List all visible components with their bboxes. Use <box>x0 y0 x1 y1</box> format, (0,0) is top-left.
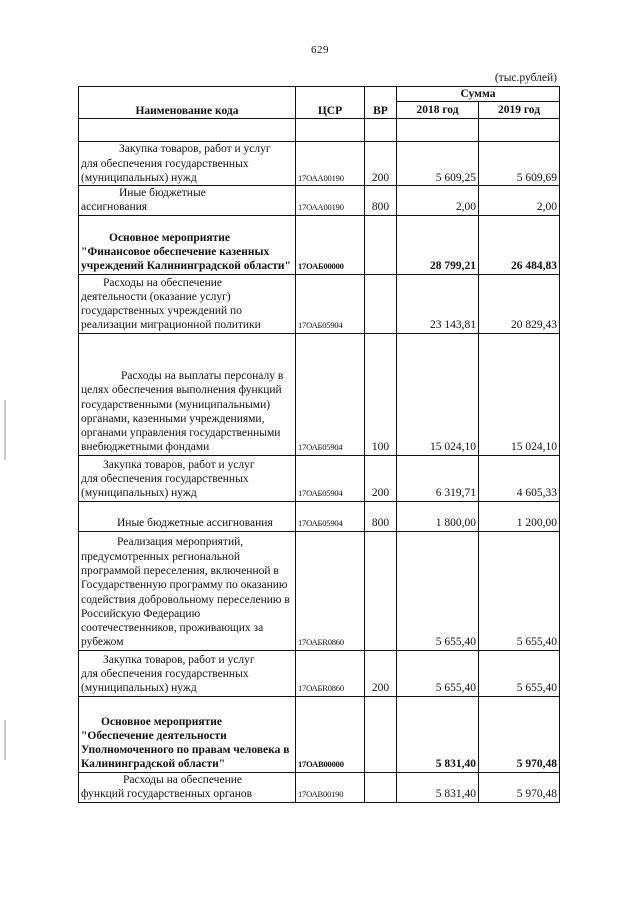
page-number: 629 <box>311 44 329 56</box>
row-2018: 1 800,00 <box>397 501 479 531</box>
row-csr: 17ОАБR0860 <box>296 531 365 650</box>
row-vr: 200 <box>365 142 397 186</box>
row-2018: 23 143,81 <box>397 274 479 333</box>
row-2019: 1 200,00 <box>479 501 560 531</box>
row-name <box>79 142 296 186</box>
row-name-rest: "Обеспечение деятельности Уполномоченного по правам человека в Калининградской области" <box>81 729 290 771</box>
table-row <box>79 142 560 186</box>
table-row <box>79 455 560 501</box>
row-2018: 15 024,10 <box>397 333 479 455</box>
row-name-lead: Расходы на выплаты персоналу в <box>121 370 284 382</box>
scan-edge-mark <box>4 400 6 460</box>
row-name-lead: Расходы на обеспечение <box>123 774 242 787</box>
row-2019: 5 970,48 <box>479 696 560 772</box>
row-name <box>79 333 296 455</box>
table-row <box>79 186 560 216</box>
row-vr <box>365 215 397 274</box>
row-name-rest: деятельности (оказание услуг) государственных учреждений по реализации миграционной политики <box>81 290 261 332</box>
budget-table <box>78 86 560 803</box>
row-2019: 2,00 <box>479 186 560 216</box>
row-2019: 26 484,83 <box>479 215 560 274</box>
row-2019: 5 609,69 <box>479 142 560 186</box>
table-row <box>79 772 560 802</box>
row-name <box>79 531 296 650</box>
header-row-top <box>79 87 560 102</box>
row-vr: 200 <box>365 650 397 696</box>
row-csr: 17ОАБ05904 <box>296 501 365 531</box>
row-2019: 4 605,33 <box>479 455 560 501</box>
row-2019: 5 655,40 <box>479 650 560 696</box>
header-vr: ВР <box>365 87 397 119</box>
row-csr: 17ОАБ05904 <box>296 274 365 333</box>
header-sum: Сумма <box>397 87 560 102</box>
row-csr: 17ОАБ00000 <box>296 215 365 274</box>
row-name-rest: целях обеспечения выполнения функций государственными (муниципальными) органами, казенными учреждениями, органами управления государственными внебюджетными фондами <box>81 384 282 454</box>
table-row <box>79 650 560 696</box>
row-name-rest: для обеспечения государственных (муниципальных) нужд <box>81 473 249 500</box>
row-csr: 17ОАБR0860 <box>296 650 365 696</box>
row-csr: 17ОАВ00190 <box>296 772 365 802</box>
row-name <box>79 186 296 216</box>
row-vr <box>365 531 397 650</box>
row-2019: 15 024,10 <box>479 333 560 455</box>
row-csr: 17ОАА00190 <box>296 142 365 186</box>
row-name-lead: Основное мероприятие <box>109 231 231 244</box>
row-csr: 17ОАВ00000 <box>296 696 365 772</box>
table-row <box>79 531 560 650</box>
row-name-rest: для обеспечения государственных (муниципальных) нужд <box>81 668 249 695</box>
row-name-rest: функций государственных органов <box>81 788 253 801</box>
row-name-rest: для обеспечения государственных (муниципальных) нужд <box>81 157 249 184</box>
table-row <box>79 696 560 772</box>
header-year-2019: 2019 год <box>479 102 560 119</box>
row-2018: 5 609,25 <box>397 142 479 186</box>
row-2019: 20 829,43 <box>479 274 560 333</box>
header-csr: ЦСР <box>296 87 365 119</box>
row-2018: 5 655,40 <box>397 650 479 696</box>
row-vr <box>365 274 397 333</box>
row-name <box>79 501 296 531</box>
row-name-rest: "Финансовое обеспечение казенных учреждений Калининградской области" <box>81 246 291 273</box>
row-vr <box>365 772 397 802</box>
row-name <box>79 650 296 696</box>
row-vr <box>365 696 397 772</box>
row-name-lead: Закупка товаров, работ и услуг <box>103 458 255 471</box>
row-2018: 6 319,71 <box>397 455 479 501</box>
row-2018: 5 655,40 <box>397 531 479 650</box>
table-row <box>79 501 560 531</box>
spacer-row <box>79 119 560 142</box>
row-2019: 5 655,40 <box>479 531 560 650</box>
table-row <box>79 215 560 274</box>
row-name-rest: ассигнования <box>81 201 148 214</box>
row-csr: 17ОАБ05904 <box>296 333 365 455</box>
row-name <box>79 772 296 802</box>
row-name <box>79 274 296 333</box>
table-row <box>79 274 560 333</box>
units-label: (тыс.рублей) <box>494 72 557 84</box>
scan-edge-mark <box>4 720 6 760</box>
row-2018: 2,00 <box>397 186 479 216</box>
row-name-lead: Иные бюджетные ассигнования <box>117 517 273 530</box>
row-name-rest: предусмотренных региональной программой переселения, включенной в Государственную программу по оказанию содействия добровольному переселению в Российскую Федерацию соотечественников, проживающих за рубежом <box>81 550 290 649</box>
row-name <box>79 455 296 501</box>
row-name-lead: Закупка товаров, работ и услуг <box>103 653 255 666</box>
header-name: Наименование кода <box>79 87 296 119</box>
header-year-2018: 2018 год <box>397 102 479 119</box>
row-vr: 100 <box>365 333 397 455</box>
row-2018: 5 831,40 <box>397 696 479 772</box>
row-2019: 5 970,48 <box>479 772 560 802</box>
row-name-lead: Основное мероприятие <box>101 715 223 728</box>
row-name-lead: Реализация мероприятий, <box>117 536 244 549</box>
row-name <box>79 696 296 772</box>
row-2018: 28 799,21 <box>397 215 479 274</box>
table-row <box>79 333 560 455</box>
row-name-lead: Иные бюджетные <box>119 187 206 200</box>
row-name-lead: Расходы на обеспечение <box>103 276 222 289</box>
row-csr: 17ОАА00190 <box>296 186 365 216</box>
row-csr: 17ОАБ05904 <box>296 455 365 501</box>
row-vr: 200 <box>365 455 397 501</box>
row-name-lead: Закупка товаров, работ и услуг <box>119 143 271 156</box>
row-2018: 5 831,40 <box>397 772 479 802</box>
row-vr: 800 <box>365 501 397 531</box>
row-name <box>79 215 296 274</box>
row-vr: 800 <box>365 186 397 216</box>
